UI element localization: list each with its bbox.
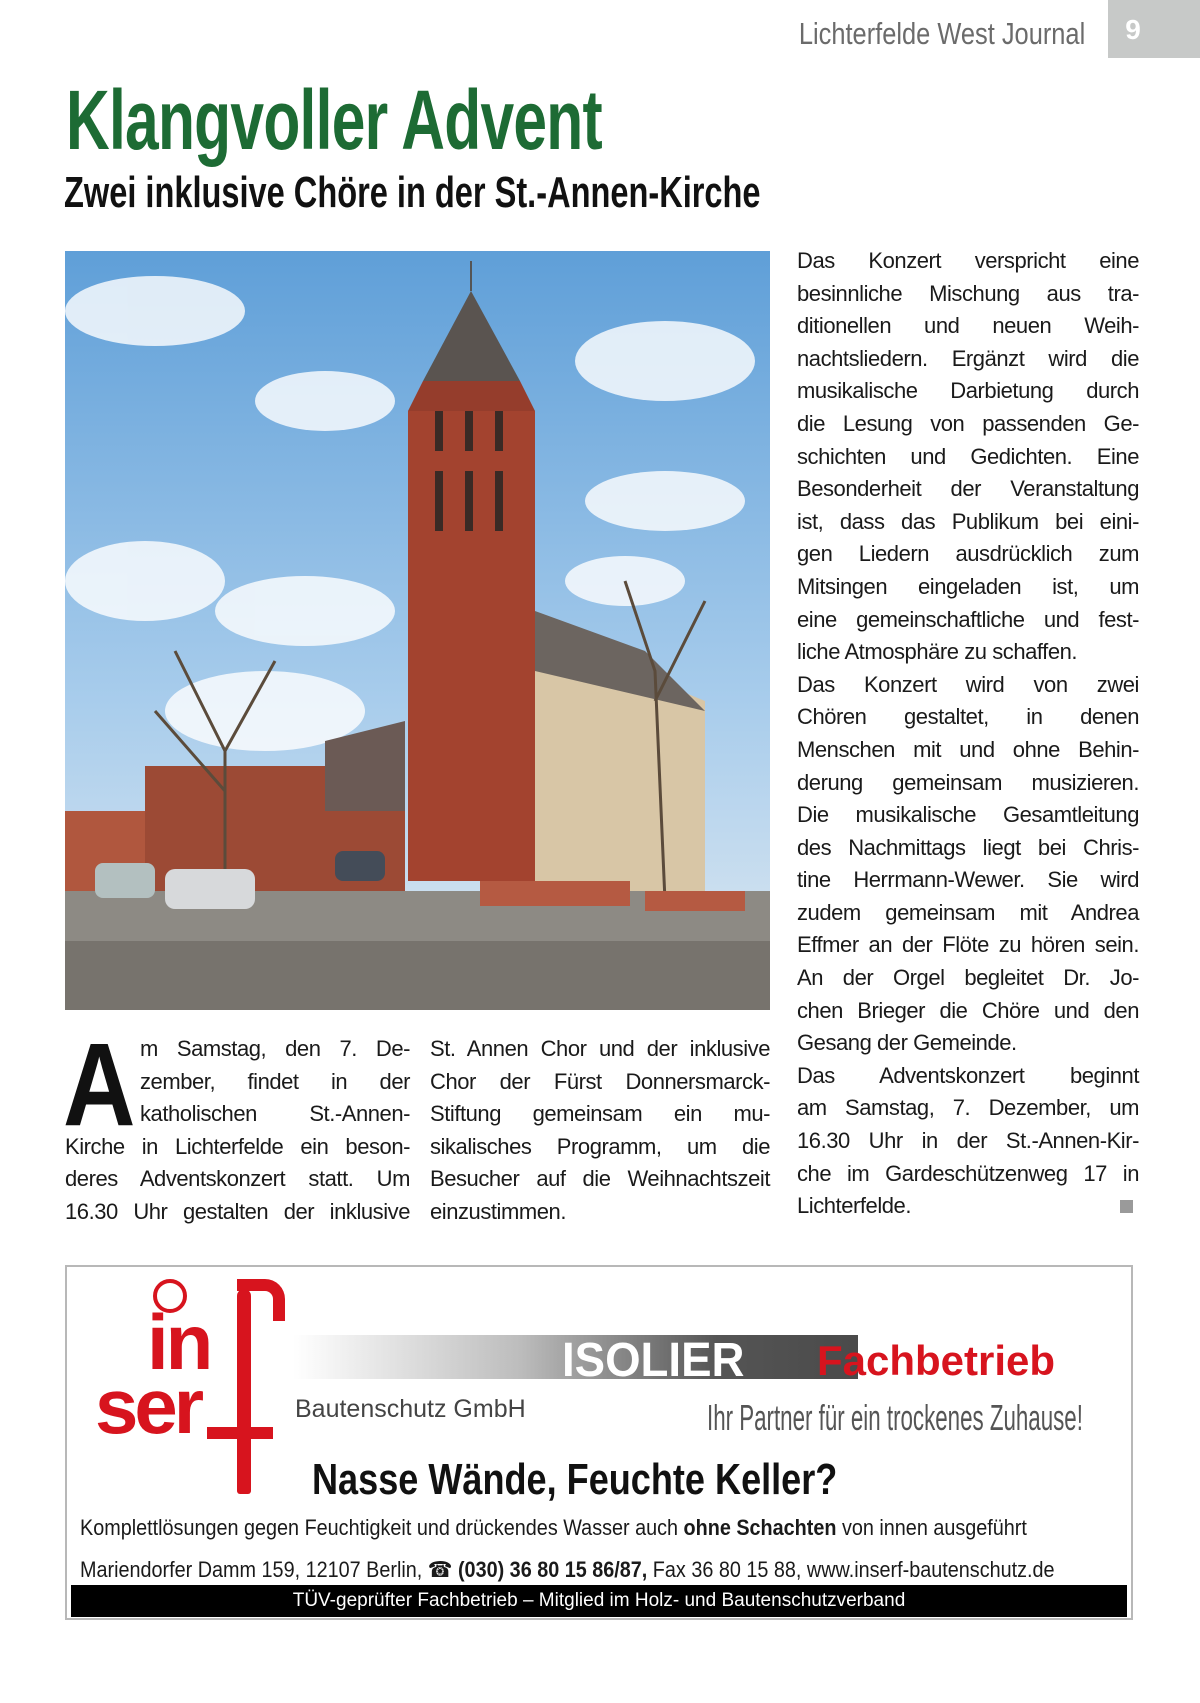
address: Mariendorfer Damm 159, 12107 Berlin,	[80, 1557, 428, 1582]
logo-ser: ser	[95, 1362, 201, 1450]
text-line: Das Adventskonzert beginnt	[797, 1062, 1139, 1088]
text-line: am Samstag, 7. Dezember, um	[797, 1095, 1139, 1121]
text-line: zudem gemeinsam mit Andrea	[797, 899, 1139, 925]
text-line: derung gemeinsam musizieren.	[797, 769, 1139, 795]
logo-f-hook	[237, 1279, 285, 1321]
ad-line-1-bold: ohne Schachten	[683, 1515, 837, 1540]
text-line: katholischen St.-Annen-	[140, 1101, 410, 1127]
text-line: Lichterfelde.	[797, 1193, 912, 1219]
text-line: Stiftung gemeinsam ein mu-	[430, 1101, 770, 1127]
text-line: liche Atmosphäre zu schaffen.	[797, 639, 1078, 665]
text-line: An der Orgel begleitet Dr. Jo-	[797, 965, 1139, 991]
text-line: Gesang der Gemeinde.	[797, 1030, 1017, 1056]
ad-line-1	[80, 1515, 1027, 1541]
text-line: deres Adventskonzert statt. Um	[65, 1166, 410, 1192]
company-name: Bautenschutz GmbH	[295, 1395, 526, 1423]
ad-line-1-text: Komplettlösungen gegen Feuchtigkeit und drückendes Wasser auch	[80, 1515, 684, 1540]
logo-f-bar	[207, 1427, 273, 1439]
journal-name: Lichterfelde West Journal	[798, 16, 1085, 51]
text-line: Effmer an der Flöte zu hören sein.	[797, 932, 1139, 958]
text-line: St. Annen Chor und der inklusive	[430, 1036, 770, 1061]
fachbetrieb-text: Fachbetrieb	[817, 1337, 1056, 1384]
ad-headline: Nasse Wände, Feuchte Keller?	[312, 1455, 838, 1504]
text-line: tine Herrmann-Wewer. Sie wird	[797, 867, 1139, 893]
text-line: gen Liedern ausdrücklich zum	[797, 541, 1139, 567]
text-line: 16.30 Uhr gestalten der inklusive	[65, 1198, 410, 1224]
phone-number: (030) 36 80 15 86/87,	[457, 1557, 648, 1582]
article-subtitle: Zwei inklusive Chöre in der St.-Annen-Kirche	[64, 168, 761, 217]
ad-line-1-end: von innen ausgeführt	[836, 1515, 1027, 1540]
text-line: nachtsliedern. Ergänzt wird die	[797, 345, 1139, 371]
text-line: Chören gestaltet, in denen	[797, 704, 1139, 730]
text-line: chen Brieger die Chöre und den	[797, 997, 1139, 1023]
text-line: ditionellen und neuen Weih-	[797, 313, 1139, 339]
slogan: Ihr Partner für ein trockenes Zuhause!	[707, 1397, 1083, 1438]
text-line: sikalisches Programm, um die	[430, 1133, 770, 1159]
text-line: Mitsingen eingeladen ist, um	[797, 573, 1139, 599]
ad-line-2	[80, 1557, 1055, 1583]
end-mark-icon	[1120, 1200, 1133, 1213]
text-line: Menschen mit und ohne Behin-	[797, 736, 1139, 762]
text-line: besinnliche Mischung aus tra-	[797, 280, 1139, 306]
text-line: schichten und Gedichten. Eine	[797, 443, 1139, 469]
text-line: Besucher auf die Weihnachtszeit	[430, 1166, 770, 1192]
text-line: zember, findet in der	[140, 1068, 410, 1094]
text-line: musikalische Darbietung durch	[797, 378, 1139, 404]
article-column-3	[797, 245, 1139, 1223]
text-line: Die musikalische Gesamtleitung	[797, 802, 1139, 828]
text-line: m Samstag, den 7. De-	[140, 1036, 410, 1061]
phone-icon: ☎	[427, 1557, 453, 1582]
text-line: 16.30 Uhr in der St.-Annen-Kir-	[797, 1128, 1139, 1154]
text-line: Chor der Fürst Donnersmarck-	[430, 1068, 770, 1094]
text-line: ist, dass das Publikum bei eini-	[797, 508, 1139, 534]
text-line: Das Konzert wird von zwei	[797, 671, 1139, 697]
church-photo	[65, 251, 770, 1010]
article-title: Klangvoller Advent	[66, 73, 602, 167]
text-line: Das Konzert verspricht eine	[797, 248, 1139, 273]
article-column-1	[65, 1033, 410, 1229]
ad-footer-bar	[71, 1585, 1127, 1617]
text-line: einzustimmen.	[430, 1198, 566, 1224]
fax-and-website: Fax 36 80 15 88, www.inserf-bautenschutz.de	[647, 1557, 1055, 1582]
ad-footer-text: TÜV-geprüfter Fachbetrieb – Mitglied im Holz- und Bautenschutzverband	[292, 1590, 906, 1611]
text-line: eine gemeinschaftliche und fest-	[797, 606, 1139, 632]
text-line: die Lesung von passenden Ge-	[797, 410, 1139, 436]
text-line: Kirche in Lichterfelde ein beson-	[65, 1133, 410, 1159]
article-column-2	[430, 1033, 770, 1229]
text-line: che im Gardeschützenweg 17 in	[797, 1160, 1139, 1186]
page-number: 9	[1125, 14, 1141, 45]
text-line: Besonderheit der Veranstaltung	[797, 476, 1139, 502]
drop-cap: A	[63, 1019, 136, 1151]
logo-in: in	[147, 1298, 211, 1386]
isolier-text: ISOLIER	[562, 1334, 745, 1387]
advertisement	[65, 1265, 1133, 1620]
text-line: des Nachmittags liegt bei Chris-	[797, 834, 1139, 860]
